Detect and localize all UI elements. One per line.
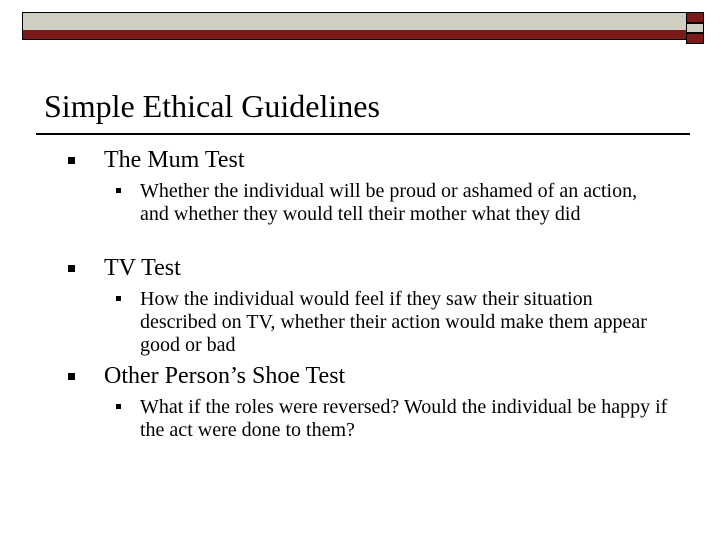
bullet-heading-tv-test: TV Test — [104, 255, 181, 281]
bullet-heading-shoe-test: Other Person’s Shoe Test — [104, 363, 346, 389]
bullet-heading-mum-test: The Mum Test — [104, 147, 245, 173]
bullet-detail-tv-test: How the individual would feel if they saw their situation described on TV, whether their action would make them appear good or bad — [140, 288, 647, 356]
bullet-square-icon — [68, 373, 75, 380]
sub-bullet-square-icon — [116, 404, 121, 409]
bullet-square-icon — [68, 157, 75, 164]
slide-title: Simple Ethical Guidelines — [44, 88, 380, 124]
bullet-detail-shoe-test: What if the roles were reversed? Would the individual be happy if the act were done to them? — [140, 396, 668, 441]
bullet-detail-mum-test: Whether the individual will be proud or ashamed of an action, and whether they would tell their mother what they did — [140, 180, 638, 225]
sub-bullet-square-icon — [116, 296, 121, 301]
bullet-square-icon — [68, 265, 75, 272]
sub-bullet-square-icon — [116, 188, 121, 193]
